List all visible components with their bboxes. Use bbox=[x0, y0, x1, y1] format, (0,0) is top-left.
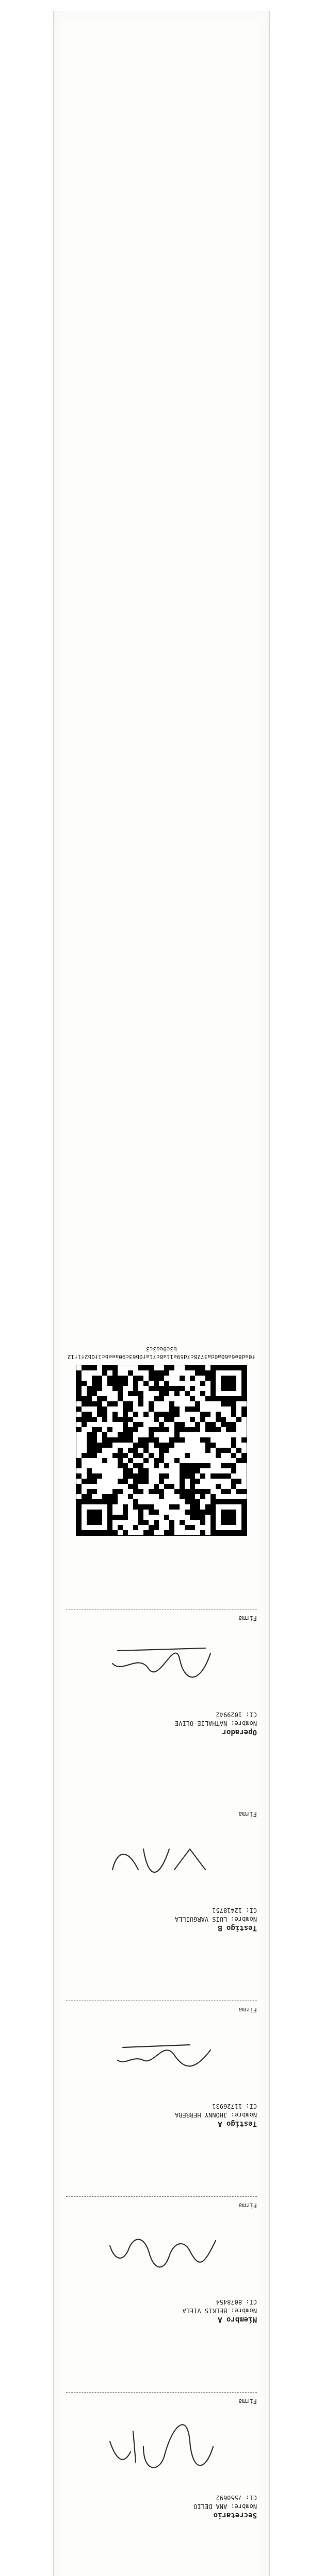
signer-id: CI: 1029942 bbox=[216, 1711, 257, 1718]
signature-label: Firma bbox=[238, 2398, 257, 2405]
handwritten-signature bbox=[66, 2405, 257, 2493]
divider bbox=[66, 2196, 257, 2197]
verification-hash: f0ad8e6a60a0da3728c7d69e11a8c71af0b63c90aeebc1f0b2f1f12b3c0ee3c3 bbox=[67, 1346, 256, 1360]
qr-code bbox=[76, 1365, 247, 1536]
signer-name: Nombre: BELKIS VIELA bbox=[182, 2307, 257, 2314]
signer-id: CI: 12418751 bbox=[212, 1907, 257, 1914]
signer-name: Nombre: NATHALIE OLIVE bbox=[175, 1720, 257, 1727]
signer-id: CI: 8078454 bbox=[216, 2298, 257, 2306]
signer-id: CI: 7550692 bbox=[216, 2494, 257, 2501]
signature-block bbox=[66, 1541, 257, 1737]
receipt-paper bbox=[53, 11, 270, 2576]
signer-role: Miembro A bbox=[218, 2315, 257, 2324]
signer-role: Testigo A bbox=[218, 2120, 257, 2128]
handwritten-signature bbox=[66, 2014, 257, 2102]
receipt-content bbox=[66, 1345, 257, 2576]
signature-block bbox=[66, 2324, 257, 2520]
signature-label: Firma bbox=[238, 2202, 257, 2209]
signature-block bbox=[66, 1737, 257, 1933]
divider bbox=[66, 2392, 257, 2393]
handwritten-signature bbox=[66, 1818, 257, 1906]
qr-code-graphic bbox=[76, 1365, 247, 1535]
signer-name: Nombre: LUIS VARGUILLA bbox=[175, 1916, 257, 1923]
handwritten-signature bbox=[66, 2210, 257, 2297]
signer-role: Operador bbox=[222, 1728, 257, 1736]
signer-name: Nombre: ANA DELIO bbox=[193, 2503, 257, 2510]
signer-role: Testigo B bbox=[218, 1924, 257, 1932]
signature-label: Firma bbox=[238, 1810, 257, 1818]
signature-block bbox=[66, 2128, 257, 2324]
signatures-list bbox=[66, 1541, 257, 2576]
handwritten-signature bbox=[66, 1622, 257, 1710]
signer-role: Secretario bbox=[213, 2511, 257, 2519]
signer-name: Nombre: JHONNY HERRERA bbox=[175, 2111, 257, 2119]
signature-label: Firma bbox=[238, 1615, 257, 1622]
signer-id: CI: 11726931 bbox=[212, 2103, 257, 2110]
signature-block bbox=[66, 2520, 257, 2576]
signature-block bbox=[66, 1933, 257, 2128]
signature-label: Firma bbox=[238, 2006, 257, 2013]
